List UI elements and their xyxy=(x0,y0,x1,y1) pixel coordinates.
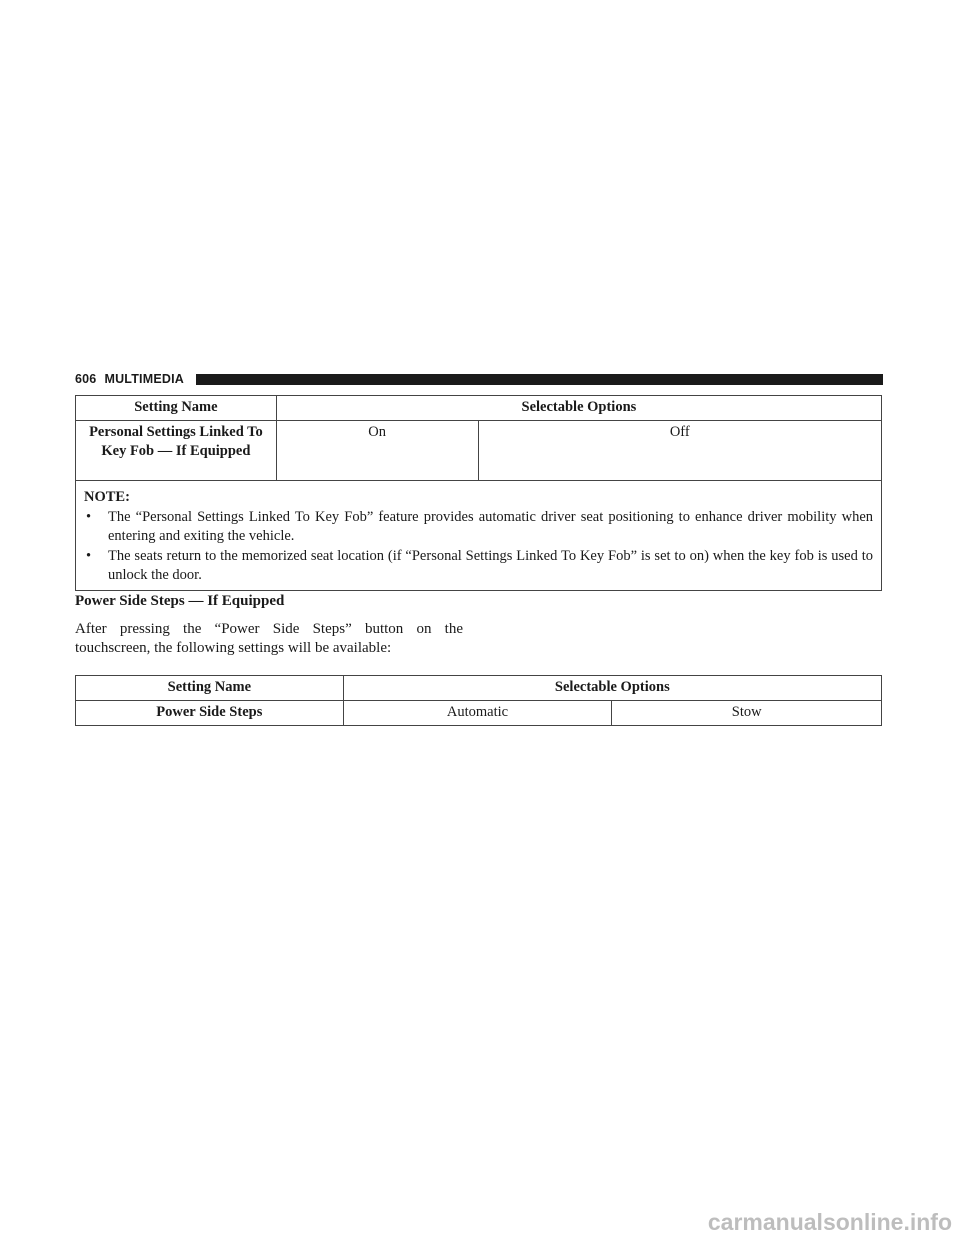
note-label: NOTE: xyxy=(84,489,130,505)
table-header-row xyxy=(76,676,882,701)
note-text: The “Personal Settings Linked To Key Fob” feature provides automatic driver seat positioning to enhance driver mobility when entering and exiting the vehicle. xyxy=(108,509,873,544)
table-row xyxy=(76,701,882,726)
option-cell-automatic: Automatic xyxy=(343,701,612,726)
note-list xyxy=(84,508,873,585)
option-cell-stow: Stow xyxy=(612,701,882,726)
option-cell-off: Off xyxy=(478,421,881,481)
table-row xyxy=(76,421,882,481)
personal-settings-table xyxy=(75,395,882,591)
note-cell xyxy=(76,481,882,591)
table-header-row xyxy=(76,396,882,421)
bullet-icon: • xyxy=(86,548,92,564)
option-cell-on: On xyxy=(276,421,478,481)
note-item xyxy=(84,508,873,546)
header-rule xyxy=(196,374,883,385)
watermark: carmanualsonline.info xyxy=(707,1209,952,1235)
column-header-setting-name: Setting Name xyxy=(76,676,344,701)
note-item xyxy=(84,547,873,585)
column-header-setting-name: Setting Name xyxy=(76,396,277,421)
note-row xyxy=(76,481,882,591)
page-number: 606 xyxy=(75,372,97,386)
body-paragraph: After pressing the “Power Side Steps” button on the touchscreen, the following settings will be available: xyxy=(75,621,463,656)
column-header-selectable-options: Selectable Options xyxy=(276,396,881,421)
power-side-steps-table xyxy=(75,675,882,726)
page-header xyxy=(75,371,883,387)
column-header-selectable-options: Selectable Options xyxy=(343,676,881,701)
note-text: The seats return to the memorized seat location (if “Personal Settings Linked To Key Fob” is set to on) when the key fob is used to unlock the door. xyxy=(108,548,873,583)
section-heading: Power Side Steps — If Equipped xyxy=(75,593,285,609)
bullet-icon: • xyxy=(86,509,92,525)
setting-name-cell: Power Side Steps xyxy=(76,701,344,726)
setting-name-cell: Personal Settings Linked To Key Fob — If Equipped xyxy=(76,421,277,481)
section-title: MULTIMEDIA xyxy=(104,372,185,386)
